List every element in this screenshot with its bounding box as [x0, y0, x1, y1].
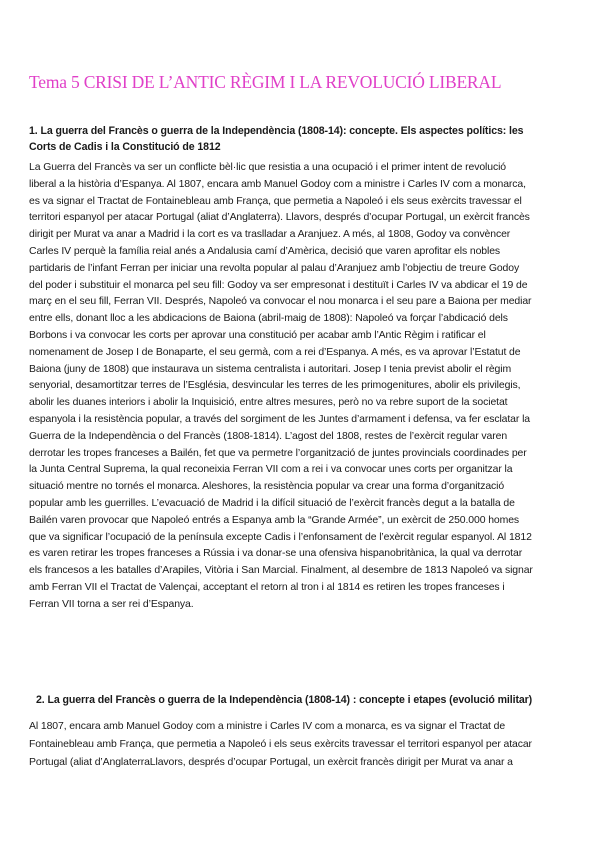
paragraph-line: març en el seu fill, Ferran VII. Després, Napoleó va convocar el nou monarca i el seu pare a Baiona per mediar — [29, 296, 532, 308]
paragraph-line: derrotar les tropes franceses a Bailén, fet que va permetre l’organització de juntes provincials coordinades per — [29, 447, 527, 459]
paragraph-line: Guerra de la Independència o del Francès (1808-1814). L’agost del 1808, restes de l’exèrcit regular varen — [29, 430, 508, 442]
paragraph-line: Carles IV perquè la família reial anés a Andalusia camí d’Amèrica, decisió que varen aprofitar els nobles — [29, 245, 501, 257]
paragraph-line: es va signar el Tractat de Fontainebleau amb França, que permetia a Napoleó i els seus exèrcits travessar el — [29, 195, 522, 207]
section-1-heading-line: 1. La guerra del Francès o guerra de la Independència (1808-14): concepte. Els aspectes polítics: les — [29, 125, 524, 137]
paragraph-line: nomenament de Josep I de Bonaparte, el seu germà, com a rei d’Espanya. A més, es va aprovar l’Estatut de — [29, 346, 521, 358]
paragraph-line: senyorial, desamortitzar terres de l’Església, desvincular les terres de les primogenitures, abolir els privilegis, — [29, 380, 521, 392]
paragraph-line: Borbons i va convocar les corts per aprovar una constitució per acabar amb l’Antic Règim i ratificar el — [29, 329, 486, 341]
paragraph-line: Al 1807, encara amb Manuel Godoy com a ministre i Carles IV com a monarca, es va signar el Tractat de — [29, 721, 506, 732]
section-2-heading: 2. La guerra del Francès o guerra de la Independència (1808-14) : concepte i etapes (evolució militar) — [36, 694, 533, 706]
paragraph-line: situació mentre no tornés el monarca. Aleshores, la resistència popular va crear una forma d’organització — [29, 481, 505, 493]
section-2-paragraph — [29, 718, 577, 772]
paragraph-line: popular amb les guerrilles. L’evacuació de Madrid i la difícil situació de l’exèrcit francès degut a la batalla de — [29, 497, 515, 509]
paragraph-line: Ferran VII torna a ser rei d’Espanya. — [29, 598, 194, 610]
paragraph-line: dirigit per Murat va anar a Madrid i la cort es va traslladar a Aranjuez. A més, al 1808, Godoy va convèncer — [29, 229, 511, 241]
paragraph-line: els francesos a les batalles d’Arapiles, Vitòria i San Marcial. Finalment, al desembre de 1813 Napoleó va signar — [29, 565, 533, 577]
paragraph-line: del poder i substituir el monarca pel seu fill: Godoy va ser empresonat i destituït i Carles IV va abdicar el 19 de — [29, 279, 528, 291]
paragraph-line: espanyola i la resistència popular, a través del sorgiment de les Juntes d’armament i defensa, va fer esclatar la — [29, 413, 530, 425]
paragraph-line: Portugal (aliat d’AnglaterraLlavors, després d’ocupar Portugal, un exèrcit francès dirigit per Murat va anar a — [29, 757, 513, 768]
document-title: Tema 5 CRISI DE L’ANTIC RÈGIM I LA REVOLUCIÓ LIBERAL — [29, 72, 502, 92]
paragraph-line: territori espanyol per atacar Portugal (aliat d’Anglaterra). Llavors, després d’ocupar Portugal, un exèrcit francès — [29, 212, 530, 224]
paragraph-line: amb Ferran VII el Tractat de Valençai, acceptant el retorn al tron i al 1814 es retiren les tropes franceses i — [29, 581, 505, 593]
paragraph-line: es varen retirar les tropes franceses a Rússia i va donar-se una ofensiva hispanobritànica, la qual va derrotar — [29, 548, 523, 560]
paragraph-line: La Guerra del Francès va ser un conflicte bèl·lic que resistia a una ocupació i el primer intent de revolució — [29, 162, 507, 173]
paragraph-line: Fontainebleau amb França, que permetia a Napoleó i els seus exèrcits travessar el territori espanyol per atacar — [29, 739, 532, 750]
paragraph-line: entre ells, donant lloc a les abdicacions de Baiona (abril-maig de 1808): Napoleó va forçar l’abdicació dels — [29, 313, 508, 325]
paragraph-line: liberal a la història d’Espanya. Al 1807, encara amb Manuel Godoy com a ministre i Carles IV com a monarca, — [29, 178, 526, 190]
paragraph-line: Baiona (juny de 1808) que instaurava un sistema centralista i autoritari. Josep I tenia previst abolir el règim — [29, 363, 512, 375]
paragraph-line: partidaris de l’infant Ferran per iniciar una revolta popular al palau d’Aranjuez amb l’objectiu de treure Godoy — [29, 262, 520, 274]
paragraph-line: Bailén varen provocar que Napoleó entrés a Espanya amb la “Grande Armée”, un exèrcit de 250.000 homes — [29, 514, 520, 526]
section-1-heading-line: Corts de Cadis i la Constitució de 1812 — [29, 141, 221, 153]
paragraph-line: abolir les duanes interiors i abolir la Inquisició, entre altres mesures, però no va rebre suport de la societat — [29, 397, 508, 409]
paragraph-line: la Junta Central Suprema, la qual reconeixia Ferran VII com a rei i va convocar unes corts per organitzar la — [29, 464, 513, 476]
section-1-heading — [29, 123, 574, 155]
section-1-paragraph — [29, 160, 577, 614]
paragraph-line: que va significar l’ocupació de la península excepte Cadis i l’enfonsament de l’exèrcit regular espanyol. Al 1812 — [29, 531, 532, 543]
